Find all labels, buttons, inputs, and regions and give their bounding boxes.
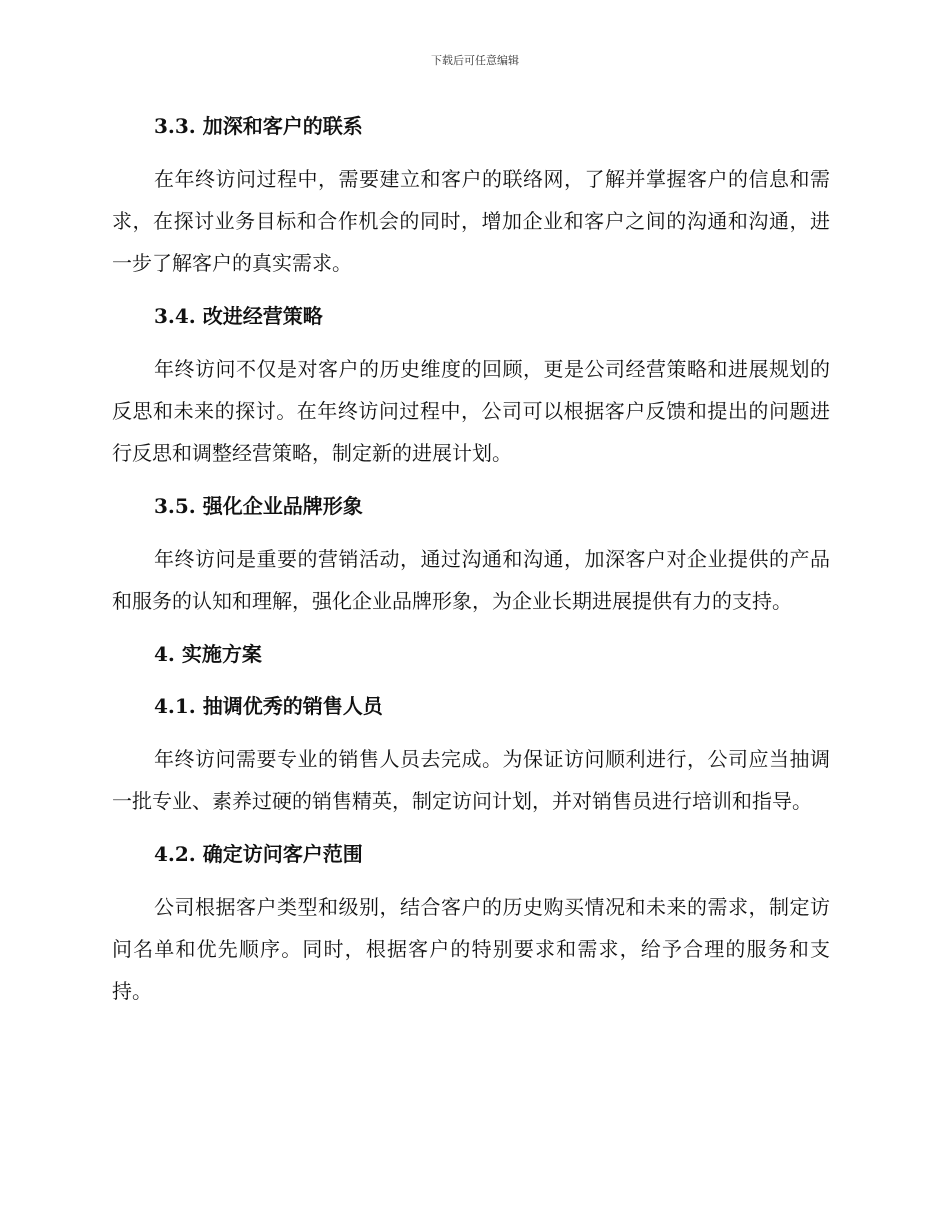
page-header: 下载后可任意编辑	[431, 54, 519, 67]
section-paragraph-3-5: 年终访问是重要的营销活动，通过沟通和沟通，加深客户对企业提供的产品和服务的认知和理解，强化企业品牌形象，为企业长期进展提供有力的支持。	[112, 547, 830, 613]
section-paragraph-4-2: 公司根据客户类型和级别，结合客户的历史购买情况和未来的需求，制定访问名单和优先顺序。同时，根据客户的特别要求和需求，给予合理的服务和支持。	[112, 895, 830, 1003]
section-paragraph-3-3: 在年终访问过程中，需要建立和客户的联络网，了解并掌握客户的信息和需求，在探讨业务目标和合作机会的同时，增加企业和客户之间的沟通和沟通，进一步了解客户的真实需求。	[112, 167, 830, 275]
section-heading-3-4: 3.4. 改进经营策略	[154, 304, 323, 328]
section-heading-4-2: 4.2. 确定访问客户范围	[154, 842, 363, 866]
section-paragraph-3-4: 年终访问不仅是对客户的历史维度的回顾，更是公司经营策略和进展规划的反思和未来的探讨。在年终访问过程中，公司可以根据客户反馈和提出的问题进行反思和调整经营策略，制定新的进展计划。	[112, 357, 830, 465]
section-paragraph-4-1: 年终访问需要专业的销售人员去完成。为保证访问顺利进行，公司应当抽调一批专业、素养过硬的销售精英，制定访问计划，并对销售员进行培训和指导。	[112, 747, 830, 813]
section-heading-4-1: 4.1. 抽调优秀的销售人员	[154, 694, 383, 718]
section-heading-3-3: 3.3. 加深和客户的联系	[154, 114, 363, 138]
section-heading-4: 4. 实施方案	[154, 642, 262, 666]
section-heading-3-5: 3.5. 强化企业品牌形象	[154, 494, 363, 518]
document-body	[112, 106, 830, 1024]
